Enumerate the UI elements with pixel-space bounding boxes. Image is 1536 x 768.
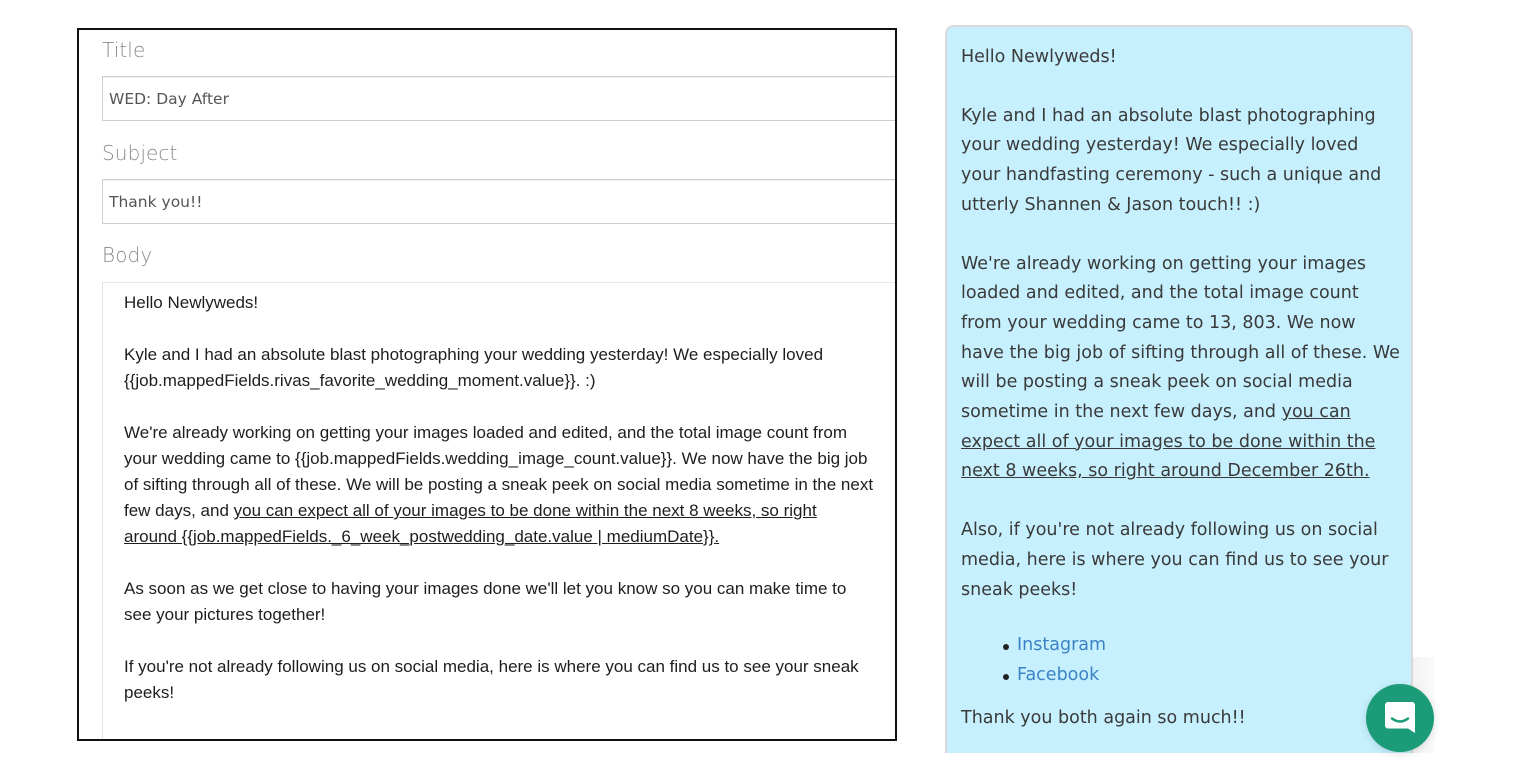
preview-paragraph-intro: Kyle and I had an absolute blast photographing your wedding yesterday! We especially loved your handfasting ceremony - such a unique and utterly Shannen & Jason touch!! :) [961,105,1382,215]
body-paragraph-notify: As soon as we get close to having your images done we'll let you know so you can make time to see your pictures together! [124,579,847,624]
body-paragraph-intro: Kyle and I had an absolute blast photographing your wedding yesterday! We especially loved {{job.mappedFields.rivas_favorite_wedding_moment.value}}. :) [124,345,824,390]
preview-paragraph-image-count-text: We're already working on getting your images loaded and edited, and the total image count from your wedding came to 13, 803. We now have the big job of sifting through all of these. We will be posting a sneak peek on social media sometime in the next few days, and [961,253,1400,423]
body-paragraph-greeting: Hello Newlyweds! [124,293,259,312]
title-input[interactable] [102,76,897,121]
body-rich-text-editor[interactable] [102,282,897,741]
preview-paragraph-social: Also, if you're not already following us on social media, here is where you can find us to see your sneak peeks! [961,520,1389,600]
instagram-link[interactable]: Instagram [1017,635,1107,656]
preview-paragraph-greeting: Hello Newlyweds! [961,47,1117,67]
preview-paragraph-image-count [961,250,1401,488]
body-paragraph-image-count [124,420,874,550]
body-paragraph-social: If you're not already following us on social media, here is where you can find us to see your sneak peeks! [124,657,859,702]
subject-label: Subject [102,141,178,165]
preview-paragraph-closing: Thank you both again so much!! [961,708,1246,729]
preview-underlined-delivery-text: you can expect all of your images to be done within the next 8 weeks, so right around December 26th. [961,402,1376,482]
title-label: Title [102,38,146,62]
social-link-item [1003,661,1411,691]
social-links-list [1003,631,1411,690]
body-underlined-delivery-text: you can expect all of your images to be done within the next 8 weeks, so right around {{job.mappedFields._6_week_postwedding_date.value | mediumDate}}. [124,501,817,546]
body-label: Body [102,243,153,267]
email-preview-panel [945,25,1413,753]
facebook-link[interactable]: Facebook [1017,664,1100,685]
subject-input[interactable] [102,179,897,224]
chat-bubble-smile-icon [1383,700,1417,736]
template-edit-form [77,28,897,741]
social-link-item [1003,631,1411,661]
body-paragraph-image-count-text: We're already working on getting your images loaded and edited, and the total image count from your wedding came to {{job.mappedFields.wedding_image_count.value}}. We now have the big job of sifting through all of these. We will be posting a sneak peek on social media sometime in the next few days, and [124,423,874,520]
chat-launcher-button[interactable] [1366,684,1434,752]
